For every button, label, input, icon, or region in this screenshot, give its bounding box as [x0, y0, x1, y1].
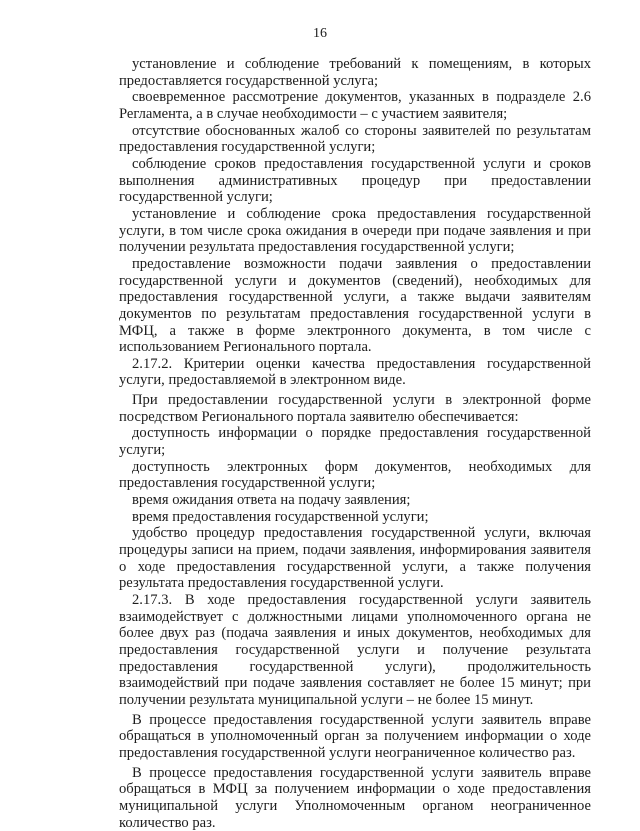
paragraph-info-authority: В процессе предоставления государственной услуги заявитель вправе обращаться в уполномоченный орган за получением информации о ходе предоставления государственной услуги неограниченное количество раз. [119, 711, 591, 761]
paragraph-electronic-forms: доступность электронных форм документов, необходимых для предоставления государственной услуги; [119, 458, 591, 492]
paragraph-info-mfc: В процессе предоставления государственной услуги заявитель вправе обращаться в МФЦ за получением информации о ходе предоставления муниципальной услуги Уполномоченным органом неограниченное количество раз. [119, 764, 591, 831]
paragraph-waiting-time: установление и соблюдение срока предоставления государственной услуги, в том числе срока ожидания в очереди при подаче заявления и при получении результата предоставления государственной услуги; [119, 205, 591, 256]
page-number: 16 [313, 26, 327, 41]
paragraph-deadlines: соблюдение сроков предоставления государственной услуги и сроков выполнения административных процедур при предоставлении государственной услуги; [119, 155, 591, 206]
paragraph-response-wait: время ожидания ответа на подачу заявления; [132, 492, 411, 509]
paragraph-2-17-3: 2.17.3. В ходе предоставления государственной услуги заявитель взаимодействует с должностными лицами уполномоченного органа не более двух раз (подача заявления и иных документов, необходимых для предоставления государственной услуги и получение результата предоставления государственной услуги), продолжительность взаимодействий при подаче заявления составляет не более 15 минут; при получении результата муниципальной услуги – не более 15 минут. [119, 592, 591, 708]
paragraph-procedure-convenience: удобство процедур предоставления государственной услуги, включая процедуры записи на прием, подачи заявления, информирования заявителя о ходе предоставления государственной услуги, а также получения результата предоставления государственной услуги. [119, 525, 591, 592]
paragraph-premises-requirements: установление и соблюдение требований к помещениям, в которых предоставляется государственной услуга; [119, 56, 591, 89]
paragraph-application-possibility: предоставление возможности подачи заявления о предоставлении государственной услуги и документов (сведений), необходимых для предоставления государственной услуги, а также выдачи заявителям документов по результатам предоставления государственной услуги в МФЦ, а также в форме электронного документа, в том числе с использованием Регионального портала. [119, 255, 591, 356]
paragraph-info-availability: доступность информации о порядке предоставления государственной услуги; [119, 425, 591, 459]
paragraph-service-time: время предоставления государственной услуги; [132, 508, 429, 525]
paragraph-timely-review: своевременное рассмотрение документов, указанных в подразделе 2.6 Регламента, а в случае необходимости – с участием заявителя; [119, 89, 591, 122]
paragraph-electronic-form-intro: При предоставлении государственной услуги в электронной форме посредством Регионального портала заявителю обеспечивается: [119, 392, 591, 425]
paragraph-2-17-2: 2.17.2. Критерии оценки качества предоставления государственной услуги, предоставляемой в электронном виде. [119, 355, 591, 389]
document-body [119, 56, 591, 831]
paragraph-no-complaints: отсутствие обоснованных жалоб со стороны заявителей по результатам предоставления государственной услуги; [119, 122, 591, 156]
